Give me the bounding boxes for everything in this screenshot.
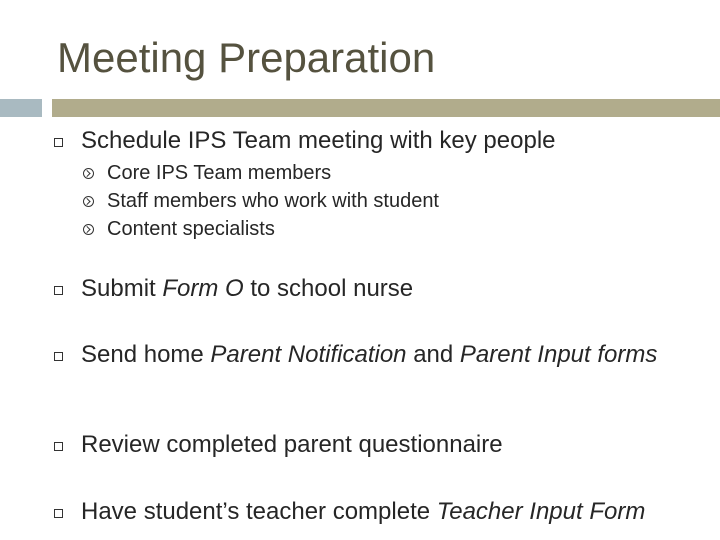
sub-bullet-text: Core IPS Team members: [107, 162, 332, 184]
bullet-text: Review completed parent questionnaire: [81, 431, 503, 458]
bullet-text: Send home Parent Notification and Parent Input forms: [81, 341, 658, 368]
bullet-text: Have student’s teacher complete Teacher Input Form: [81, 498, 646, 525]
sub-bullet-text: Staff members who work with student: [107, 190, 439, 212]
title-rule-accent: [0, 99, 42, 117]
square-bullet-icon: [54, 286, 63, 295]
circle-arrow-bullet-icon: [83, 224, 94, 235]
bullet-text: Submit Form O to school nurse: [81, 275, 414, 302]
square-bullet-icon: [54, 509, 63, 518]
square-bullet-icon: [54, 352, 63, 361]
sub-bullet-text: Content specialists: [107, 218, 275, 240]
square-bullet-icon: [54, 138, 63, 147]
bullet-text: Schedule IPS Team meeting with key people: [81, 127, 556, 154]
circle-arrow-bullet-icon: [83, 196, 94, 207]
slide-title: Meeting Preparation: [57, 34, 436, 81]
circle-arrow-bullet-icon: [83, 168, 94, 179]
square-bullet-icon: [54, 442, 63, 451]
title-rule: [52, 99, 720, 117]
